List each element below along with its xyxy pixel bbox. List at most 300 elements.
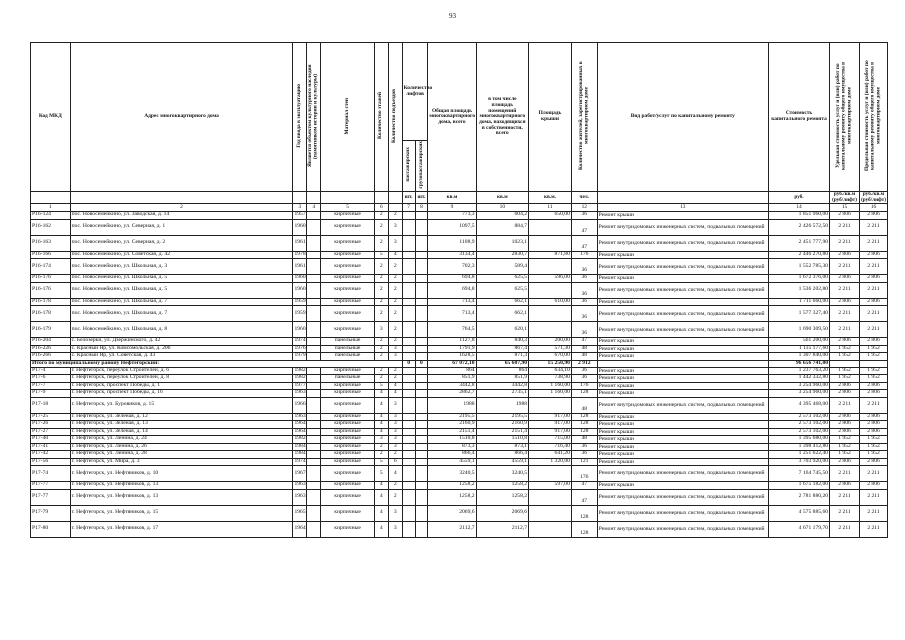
cell-area-owned: 2069,6	[476, 505, 528, 521]
cell-floors: 2	[374, 219, 388, 235]
cell-kod: Р16-178	[31, 306, 71, 322]
cell-heritage	[307, 298, 321, 306]
cell-lifts-cargo	[415, 482, 428, 490]
cell-entrances: 2	[388, 259, 402, 275]
cell-max-cost: 1 952	[860, 345, 888, 353]
cell-residents: 128	[571, 390, 597, 398]
cell-kod: Р17-80	[31, 521, 71, 537]
cell-year: 1957	[294, 211, 306, 218]
cell-residents: 48	[571, 436, 597, 444]
cell-area-total: 713,4	[428, 306, 476, 322]
cell-lifts-cargo	[415, 251, 428, 259]
cell-year: 1963	[294, 389, 306, 396]
cell-heritage	[307, 219, 321, 235]
cell-address: г. Нефтегорск, ул. Нефтяников, д. 10	[70, 466, 293, 482]
cell-unit-cost: 2 806	[830, 338, 860, 346]
cell-unit-cost: 2 806	[830, 458, 860, 466]
cell-area-total: 2112,7	[428, 521, 476, 537]
cell-kod: Р17-26	[31, 421, 71, 429]
cell-area-owned: 2112,7	[476, 521, 528, 537]
cell-area-owned: 604,2	[476, 212, 528, 220]
header-lifts-cargo: грузопассажирских	[415, 141, 428, 192]
cell-unit-cost: 2 806	[830, 413, 860, 421]
column-number: 8	[415, 204, 428, 212]
cell-max-cost: 2 806	[860, 338, 888, 346]
cell-heritage	[307, 212, 321, 220]
cell-roof-area: 597,00	[529, 482, 572, 490]
cell-cost: 4 671 179,70	[769, 521, 830, 537]
cell-unit-cost: 2 211	[830, 282, 860, 298]
cell-max-cost: 2 211	[860, 282, 888, 298]
cell-area-owned: 2195,5	[476, 413, 528, 421]
cell-entrances: 2	[388, 212, 402, 220]
cell-lifts-passenger	[402, 505, 415, 521]
cell-material: кирпичные	[321, 298, 375, 306]
cell-entrances: 3	[388, 219, 402, 235]
cell-address: г. Нефтегорск, ул. Нефтяников, д. 15	[70, 505, 293, 521]
page-number: 93	[449, 12, 456, 20]
cell-entrances: 3	[388, 235, 402, 251]
table-row	[31, 397, 888, 413]
cell-work-type: Ремонт внутридомовых инженерных систем, подвальных помещений	[597, 489, 768, 505]
cell-lifts-cargo	[415, 390, 428, 398]
cell-year: 1982	[294, 435, 306, 442]
cell-lifts-cargo	[415, 282, 428, 298]
cell-floors: 4	[374, 413, 388, 421]
cell-entrances: 3	[388, 413, 402, 421]
cell-cost: 1 672 376,00	[769, 275, 830, 283]
cell-material: кирпичные	[321, 428, 375, 436]
cell-work-type: Ремонт крыши	[597, 390, 768, 398]
cell-year: 1984	[294, 450, 306, 457]
cell-area-owned: 1023,1	[476, 235, 528, 251]
cell-lifts-passenger	[402, 489, 415, 505]
cell-material: кирпичные	[321, 382, 375, 390]
cell-kod: Р16-162	[31, 219, 71, 235]
cell-lifts-cargo	[415, 375, 428, 383]
cell-area-owned: 589,4	[476, 259, 528, 275]
table-row	[31, 251, 888, 259]
cell-kod: Р16-179	[31, 322, 71, 338]
cell-kod: Р17-40	[31, 436, 71, 444]
cell-unit-cost: 1 952	[830, 353, 860, 361]
cell-floors: 2	[374, 235, 388, 251]
cell-heritage	[307, 275, 321, 283]
cell-roof-area	[529, 505, 572, 521]
cell-entrances: 2	[388, 489, 402, 505]
cell-floors: 2	[374, 259, 388, 275]
column-number: 5	[321, 204, 375, 212]
cell-material: кирпичные	[321, 413, 375, 421]
cell-entrances: 2	[388, 375, 402, 383]
unit-cell	[321, 192, 375, 204]
cell-residents: 36	[571, 322, 597, 338]
cell-lifts-cargo	[415, 212, 428, 220]
cell-lifts-cargo	[415, 521, 428, 537]
cell-material: кирпичные	[321, 322, 375, 338]
unit-cell: шт.	[415, 192, 428, 204]
cell-cost: 2 446 270,80	[769, 251, 830, 259]
cell-entrances: 2	[388, 338, 402, 346]
cell-lifts-passenger	[402, 338, 415, 346]
table-row	[31, 212, 888, 220]
cell-residents: 48	[571, 397, 597, 413]
cell-kod: Р17-7	[31, 382, 71, 390]
cell-address: г. Нефтегорск, переулок Строителей, д. 6	[70, 367, 293, 375]
cell-lifts-passenger	[402, 282, 415, 298]
cell-lifts-passenger	[402, 306, 415, 322]
cell-cost: 2 451 777,90	[769, 235, 830, 251]
header-year: Год ввода в эксплуатацию	[293, 43, 307, 192]
cell-lifts-passenger	[402, 235, 415, 251]
cell-cost: 1 536 202,80	[769, 282, 830, 298]
cell-area-owned: 866,4	[476, 451, 528, 459]
cell-floors: 2	[374, 367, 388, 375]
cell-lifts-passenger	[402, 345, 415, 353]
cell-max-cost: 2 806	[860, 275, 888, 283]
cell-kod: Р16-166	[31, 251, 71, 259]
cell-cost: 2 573 102,00	[769, 413, 830, 421]
cell-roof-area	[529, 235, 572, 251]
cell-material: панельные	[321, 353, 375, 361]
cell-lifts-cargo	[415, 458, 428, 466]
cell-area-owned: 3240,5	[476, 466, 528, 482]
unit-cell	[70, 192, 293, 204]
cell-floors: 2	[374, 345, 388, 353]
cell-area-owned: 1258,2	[476, 489, 528, 505]
cell-cost: 3 703 920,00	[769, 458, 830, 466]
cell-max-cost: 2 211	[860, 397, 888, 413]
header-unit-cost: Удельная стоимость услуг и (или) работ по капитальному ремонту общего имущества в многоквартирном доме	[830, 43, 860, 192]
cell-lifts-cargo	[415, 466, 428, 482]
cell-unit-cost: 2 806	[830, 390, 860, 398]
cell-cost: 1 851 960,00	[769, 212, 830, 220]
cell-lifts-cargo	[415, 275, 428, 283]
cell-cost: 3 254 960,00	[769, 382, 830, 390]
cell-area-owned: 3442,8	[476, 382, 528, 390]
table-row	[31, 219, 888, 235]
cell-year: 1979	[294, 352, 306, 359]
total-roof-area: 15 250,90	[529, 360, 572, 367]
cell-heritage	[307, 489, 321, 505]
cell-year: 1959	[294, 297, 306, 304]
column-number: 1	[31, 204, 71, 212]
cell-entrances: 2	[388, 367, 402, 375]
cell-area-total: 866,4	[428, 451, 476, 459]
total-residents: 2 912	[571, 360, 597, 367]
cell-material: кирпичные	[321, 505, 375, 521]
unit-cell	[597, 192, 768, 204]
cell-floors: 2	[374, 338, 388, 346]
cell-residents: 47	[571, 219, 597, 235]
cell-residents: 176	[571, 466, 597, 482]
header-roof-area: Площадь крыши	[529, 43, 572, 192]
cell-address: пос. Новосемейкино, ул. Школьная, д. 7	[70, 298, 293, 306]
cell-area-owned: 1510,8	[476, 436, 528, 444]
cell-heritage	[307, 482, 321, 490]
cell-material: кирпичные	[321, 421, 375, 429]
cell-year: 1984	[294, 442, 306, 449]
header-work-type: Вид работ/услуг по капитальному ремонту	[597, 43, 768, 192]
cell-year: 1959	[293, 306, 307, 322]
cell-unit-cost: 2 806	[830, 212, 860, 220]
cell-residents: 47	[571, 482, 597, 490]
cell-address: г. Нефтегорск, ул. Нефтяников, д. 13	[70, 489, 293, 505]
cell-address: г. Нефтегорск, ул. Зеленая, д. 12	[70, 413, 293, 421]
table-row	[31, 235, 888, 251]
cell-lifts-passenger	[402, 219, 415, 235]
cell-area-owned: 867,4	[476, 345, 528, 353]
cell-work-type: Ремонт крыши	[597, 212, 768, 220]
cell-heritage	[307, 282, 321, 298]
cell-area-owned: 1988	[476, 397, 528, 413]
cell-work-type: Ремонт крыши	[597, 375, 768, 383]
cell-floors: 4	[374, 397, 388, 413]
cell-kod: Р17-25	[31, 413, 71, 421]
cell-year: 1960	[293, 322, 307, 338]
cell-heritage	[307, 367, 321, 375]
table-row	[31, 275, 888, 283]
cell-roof-area: 715,00	[529, 436, 572, 444]
cell-cost: 1 398 412,80	[769, 443, 830, 451]
cell-year: 1960	[293, 282, 307, 298]
cell-roof-area: 596,00	[529, 275, 572, 283]
cell-year: 1966	[293, 397, 307, 413]
unit-cell	[293, 192, 307, 204]
cell-unit-cost: 2 806	[830, 275, 860, 283]
cell-lifts-passenger	[402, 482, 415, 490]
cell-cost: 3 254 960,00	[769, 390, 830, 398]
cell-cost: 1 307 840,00	[769, 353, 830, 361]
cell-heritage	[307, 382, 321, 390]
cell-residents: 121	[571, 458, 597, 466]
cell-cost: 4 395 468,00	[769, 397, 830, 413]
cell-area-owned: 662,1	[476, 298, 528, 306]
column-number: 3	[293, 204, 307, 212]
cell-max-cost: 2 806	[860, 482, 888, 490]
column-number: 7	[402, 204, 415, 212]
cell-year: 1960	[293, 219, 307, 235]
cell-material: кирпичные	[321, 259, 375, 275]
cell-heritage	[307, 458, 321, 466]
cell-heritage	[307, 306, 321, 322]
cell-max-cost: 2 806	[860, 212, 888, 220]
table-row	[31, 282, 888, 298]
cell-address: пос. Новосемейкино, ул. Заводская, д. 14	[70, 212, 293, 220]
total-lifts-cargo: 0	[415, 360, 428, 367]
cell-work-type: Ремонт внутридомовых инженерных систем, подвальных помещений	[597, 521, 768, 537]
cell-material: кирпичные	[321, 219, 375, 235]
units-row	[31, 192, 888, 204]
cell-year: 1963	[294, 481, 306, 488]
cell-work-type: Ремонт внутридомовых инженерных систем, подвальных помещений	[597, 306, 768, 322]
cell-unit-cost: 2 211	[830, 219, 860, 235]
capital-repair-table	[30, 42, 888, 538]
cell-unit-cost: 1 952	[830, 375, 860, 383]
cell-lifts-passenger	[402, 413, 415, 421]
cell-unit-cost: 2 211	[830, 259, 860, 275]
table-row	[31, 298, 888, 306]
cell-lifts-cargo	[415, 421, 428, 429]
cell-lifts-cargo	[415, 322, 428, 338]
cell-heritage	[307, 322, 321, 338]
cell-lifts-cargo	[415, 338, 428, 346]
cell-area-owned: 2151,4	[476, 428, 528, 436]
cell-unit-cost: 2 211	[830, 521, 860, 537]
cell-residents: 47	[571, 489, 597, 505]
cell-kod: Р16-178	[31, 298, 71, 306]
cell-work-type: Ремонт крыши	[597, 298, 768, 306]
cell-year: 1965	[293, 505, 307, 521]
cell-lifts-passenger	[402, 421, 415, 429]
cell-kod: Р17-56	[31, 458, 71, 466]
cell-area-total: 2069,6	[428, 505, 476, 521]
cell-residents: 36	[571, 259, 597, 275]
table-body	[31, 212, 888, 537]
cell-residents: 128	[571, 505, 597, 521]
table-row	[31, 521, 888, 537]
cell-entrances: 3	[388, 353, 402, 361]
cell-roof-area	[529, 466, 572, 482]
table-row	[31, 482, 888, 490]
cell-address: г. Нефтегорск, ул. Зеленая, д. 14	[70, 428, 293, 436]
cell-kod: Р16-204	[31, 338, 71, 346]
cell-unit-cost: 1 952	[830, 436, 860, 444]
cell-area-total: 3134,4	[428, 251, 476, 259]
cell-lifts-cargo	[415, 259, 428, 275]
unit-cell: руб./кв.м (руб/лифт)	[830, 192, 860, 204]
cell-cost: 1 690 309,50	[769, 322, 830, 338]
unit-cell: руб.	[769, 192, 830, 204]
cell-max-cost: 1 952	[860, 443, 888, 451]
cell-heritage	[307, 451, 321, 459]
cell-lifts-passenger	[402, 451, 415, 459]
cell-lifts-cargo	[415, 505, 428, 521]
cell-material: кирпичные	[321, 275, 375, 283]
column-number: 12	[571, 204, 597, 212]
cell-address: г. Нефтегорск, ул. Мира, д. 3	[70, 458, 293, 466]
cell-cost: 2 573 102,00	[769, 421, 830, 429]
cell-roof-area: 610,00	[529, 298, 572, 306]
cell-heritage	[307, 259, 321, 275]
column-number	[388, 204, 402, 212]
cell-floors: 3	[374, 322, 388, 338]
cell-floors: 4	[374, 428, 388, 436]
cell-year: 1964	[294, 427, 306, 434]
cell-area-total: 1258,2	[428, 489, 476, 505]
cell-material: кирпичные	[321, 282, 375, 298]
cell-entrances: 3	[388, 521, 402, 537]
cell-residents: 176	[571, 251, 597, 259]
cell-work-type: Ремонт внутридомовых инженерных систем, подвальных помещений	[597, 282, 768, 298]
unit-cell	[388, 192, 402, 204]
unit-cell: кв.м	[476, 192, 528, 204]
cell-entrances: 2	[388, 298, 402, 306]
cell-max-cost: 2 806	[860, 390, 888, 398]
capital-repair-table-container	[30, 42, 888, 538]
cell-floors: 4	[374, 505, 388, 521]
cell-kod: Р17-77	[31, 482, 71, 490]
cell-unit-cost: 1 952	[830, 443, 860, 451]
cell-year: 1961	[293, 259, 307, 275]
cell-floors: 3	[374, 436, 388, 444]
cell-max-cost: 1 952	[860, 436, 888, 444]
table-row	[31, 390, 888, 398]
cell-cost: 561 200,00	[769, 338, 830, 346]
cell-heritage	[307, 345, 321, 353]
cell-max-cost: 2 211	[860, 505, 888, 521]
cell-entrances: 2	[388, 451, 402, 459]
cell-floors: 2	[374, 451, 388, 459]
cell-residents: 128	[571, 421, 597, 429]
header-heritage: Является объектом культурного наследия (памятником истории и культуры)	[307, 43, 321, 192]
cell-lifts-cargo	[415, 219, 428, 235]
cell-area-owned: 625,5	[476, 282, 528, 298]
cell-kod: Р17-41	[31, 443, 71, 451]
cell-area-total: 764,5	[428, 322, 476, 338]
cell-roof-area	[529, 219, 572, 235]
cell-area-owned: 625,5	[476, 275, 528, 283]
cell-address: г. Нефтегорск, переулок Строителей, д. 8	[70, 375, 293, 383]
cell-roof-area	[529, 521, 572, 537]
cell-roof-area: 1 160,00	[529, 382, 572, 390]
table-row	[31, 458, 888, 466]
cell-floors: 2	[374, 375, 388, 383]
cell-unit-cost: 1 952	[830, 451, 860, 459]
cell-floors: 4	[374, 482, 388, 490]
cell-material: панельные	[321, 375, 375, 383]
cell-unit-cost: 2 211	[830, 505, 860, 521]
cell-max-cost: 1 952	[860, 367, 888, 375]
cell-work-type: Ремонт крыши	[597, 458, 768, 466]
cell-heritage	[307, 235, 321, 251]
cell-roof-area: 917,00	[529, 421, 572, 429]
cell-area-total: 702,3	[428, 259, 476, 275]
cell-lifts-passenger	[402, 428, 415, 436]
cell-work-type: Ремонт крыши	[597, 443, 768, 451]
cell-floors: 2	[374, 306, 388, 322]
column-number: 4	[307, 204, 321, 212]
cell-floors: 4	[374, 521, 388, 537]
cell-lifts-cargo	[415, 436, 428, 444]
cell-roof-area: 1 160,00	[529, 390, 572, 398]
cell-area-owned: 620,1	[476, 322, 528, 338]
cell-area-total: 1097,5	[428, 219, 476, 235]
cell-floors: 5	[374, 466, 388, 482]
cell-entrances: 4	[388, 251, 402, 259]
cell-max-cost: 2 211	[860, 489, 888, 505]
cell-area-owned: 662,1	[476, 306, 528, 322]
cell-unit-cost: 2 211	[830, 322, 860, 338]
cell-heritage	[307, 421, 321, 429]
cell-entrances: 2	[388, 306, 402, 322]
cell-entrances: 3	[388, 421, 402, 429]
cell-cost: 1 251 622,40	[769, 451, 830, 459]
cell-lifts-passenger	[402, 259, 415, 275]
cell-year: 1963	[294, 412, 306, 419]
cell-kod: Р17-79	[31, 505, 71, 521]
cell-lifts-passenger	[402, 443, 415, 451]
cell-year: 1967	[293, 466, 307, 482]
total-area-total: 67 072,10	[428, 360, 476, 367]
total-empty	[597, 360, 768, 367]
column-number: 14	[769, 204, 830, 212]
cell-heritage	[307, 428, 321, 436]
cell-material: кирпичные	[321, 489, 375, 505]
cell-max-cost: 2 806	[860, 428, 888, 436]
cell-unit-cost: 2 806	[830, 421, 860, 429]
cell-area-total: 713,4	[428, 298, 476, 306]
